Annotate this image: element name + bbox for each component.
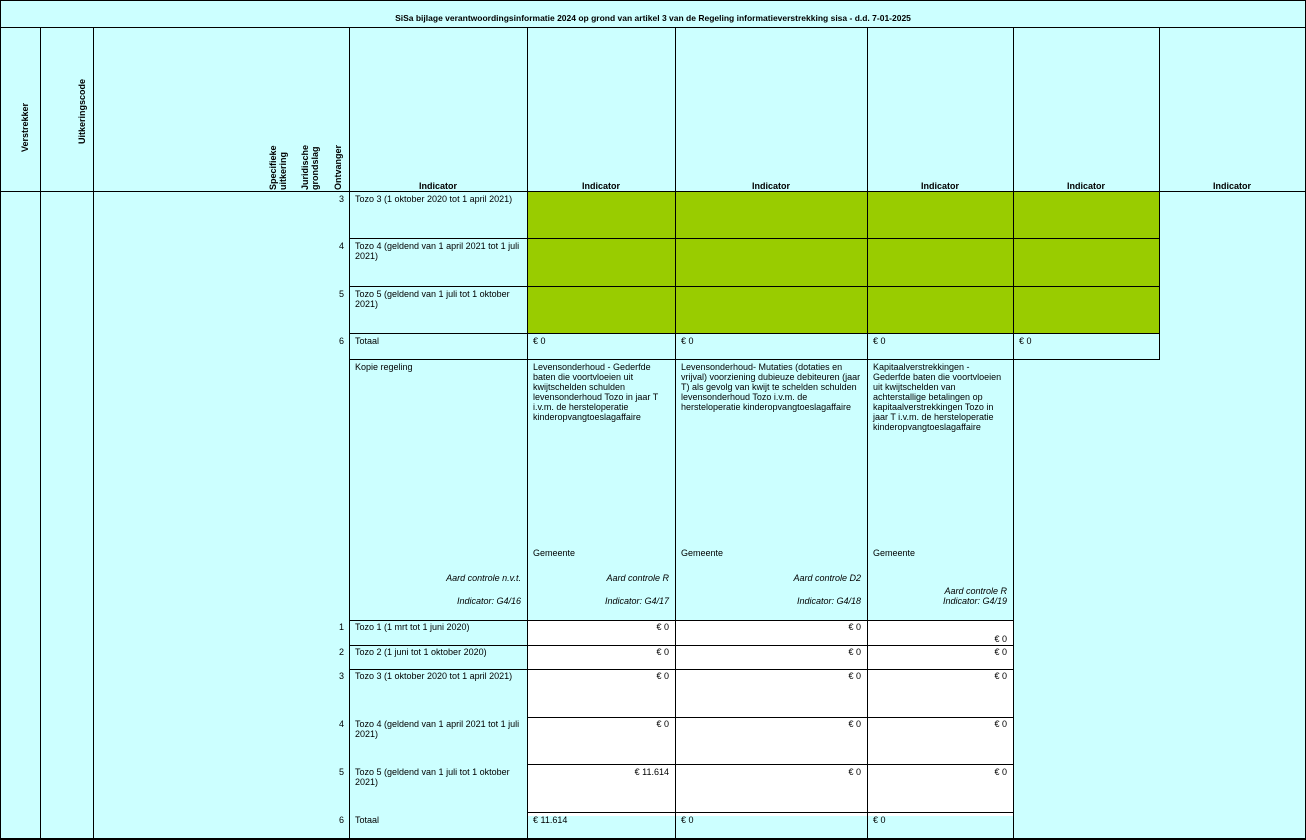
col-header-ontvanger: Ontvanger (333, 144, 343, 190)
table-cell: € 0 (994, 634, 1007, 644)
aard-controle: Aard controle n.v.t. (446, 573, 521, 583)
table-cell: € 11.614 (533, 815, 568, 825)
ontvanger-gemeente: Gemeente (873, 548, 916, 558)
description-3: Kapitaalverstrekkingen - Gederfde baten die voortvloeien uit kwijtschelden van achterstallige betalingen op kapitaalverstrekkingen Tozo in jaar T i.v.m. de hersteloperatie kinderopvangtoeslagaffaire (873, 362, 1002, 432)
row-label: Totaal (355, 815, 380, 825)
kopie-regeling-label: Kopie regeling (355, 362, 413, 372)
table-cell: € 0 (656, 647, 669, 657)
row-number: 4 (338, 241, 344, 251)
col-header-uitkeringscode: Uitkeringscode (77, 78, 87, 144)
table-cell: € 0 (533, 336, 546, 346)
row-label: Tozo 3 (1 oktober 2020 tot 1 april 2021) (355, 671, 513, 681)
col-header-verstrekker: Verstrekker (20, 102, 30, 152)
indicator-code: Indicator: G4/16 (456, 596, 521, 606)
row-number: 6 (338, 815, 344, 825)
table-cell: € 0 (656, 622, 669, 632)
row-label: Tozo 4 (geldend van 1 april 2021 tot 1 juli 2021) (355, 719, 520, 739)
table-cell: € 0 (848, 622, 861, 632)
aard-controle: Aard controle R (944, 586, 1007, 596)
row-label: Tozo 4 (geldend van 1 april 2021 tot 1 juli 2021) (355, 241, 520, 261)
description-2: Levensonderhoud- Mutaties (dotaties en vrijval) voorziening dubieuze debiteuren (jaar T) als gevolg van kwijt te schelden schulden levensonderhoud Tozo i.v.m. de hersteloperatie kinderopvangtoeslagaffaire (681, 362, 861, 412)
row-number: 2 (338, 647, 344, 657)
table-cell: € 0 (848, 719, 861, 729)
row-number: 5 (338, 767, 344, 777)
row-number: 4 (338, 719, 344, 729)
description-1: Levensonderhoud - Gederfde baten die voortvloeien uit kwijtschelden schulden levensonderhoud Tozo in jaar T i.v.m. de hersteloperatie kinderopvangtoeslagaffaire (533, 362, 659, 422)
indicator-code: Indicator: G4/18 (796, 596, 861, 606)
row-label: Tozo 2 (1 juni tot 1 oktober 2020) (355, 647, 487, 657)
col-header-indicator-3: Indicator (751, 181, 790, 191)
table-cell: € 0 (994, 767, 1007, 777)
table-cell: € 0 (994, 719, 1007, 729)
row-label: Tozo 5 (geldend van 1 juli tot 1 oktober 2021) (355, 289, 510, 309)
page-title: SiSa bijlage verantwoordingsinformatie 2024 op grond van artikel 3 van de Regeling informatieverstrekking sisa - d.d. 7-01-2025 (395, 13, 911, 23)
row-number: 3 (338, 194, 344, 204)
row-label: Tozo 5 (geldend van 1 juli tot 1 oktober 2021) (355, 767, 510, 787)
col-header-juridische-grondslag: Juridische grondslag (300, 144, 320, 190)
table-cell: € 0 (994, 647, 1007, 657)
table-cell: € 0 (873, 815, 886, 825)
row-number: 5 (338, 289, 344, 299)
table-cell: € 11.614 (634, 767, 669, 777)
row-label: Totaal (355, 336, 380, 346)
ontvanger-gemeente: Gemeente (681, 548, 724, 558)
col-header-indicator-5: Indicator (1066, 181, 1105, 191)
indicator-code: Indicator: G4/17 (604, 596, 669, 606)
row-number: 3 (338, 671, 344, 681)
col-header-indicator-1: Indicator (418, 181, 457, 191)
col-header-indicator-6: Indicator (1212, 181, 1251, 191)
aard-controle: Aard controle R (606, 573, 669, 583)
table-cell: € 0 (656, 719, 669, 729)
ontvanger-gemeente: Gemeente (533, 548, 576, 558)
table-cell: € 0 (656, 671, 669, 681)
table-cell: € 0 (848, 767, 861, 777)
row-label: Tozo 1 (1 mrt tot 1 juni 2020) (355, 622, 470, 632)
row-label: Tozo 3 (1 oktober 2020 tot 1 april 2021) (355, 194, 513, 204)
indicator-code: Indicator: G4/19 (942, 596, 1007, 606)
table-cell: € 0 (873, 336, 886, 346)
table-cell: € 0 (848, 647, 861, 657)
table-cell: € 0 (681, 336, 694, 346)
col-header-indicator-4: Indicator (920, 181, 959, 191)
col-header-specifieke-uitkering: Specifieke uitkering (268, 145, 288, 190)
table-cell: € 0 (1019, 336, 1032, 346)
aard-controle: Aard controle D2 (793, 573, 861, 583)
col-header-indicator-2: Indicator (581, 181, 620, 191)
row-number: 6 (338, 336, 344, 346)
row-number: 1 (338, 622, 344, 632)
table-cell: € 0 (681, 815, 694, 825)
table-cell: € 0 (848, 671, 861, 681)
table-cell: € 0 (994, 671, 1007, 681)
